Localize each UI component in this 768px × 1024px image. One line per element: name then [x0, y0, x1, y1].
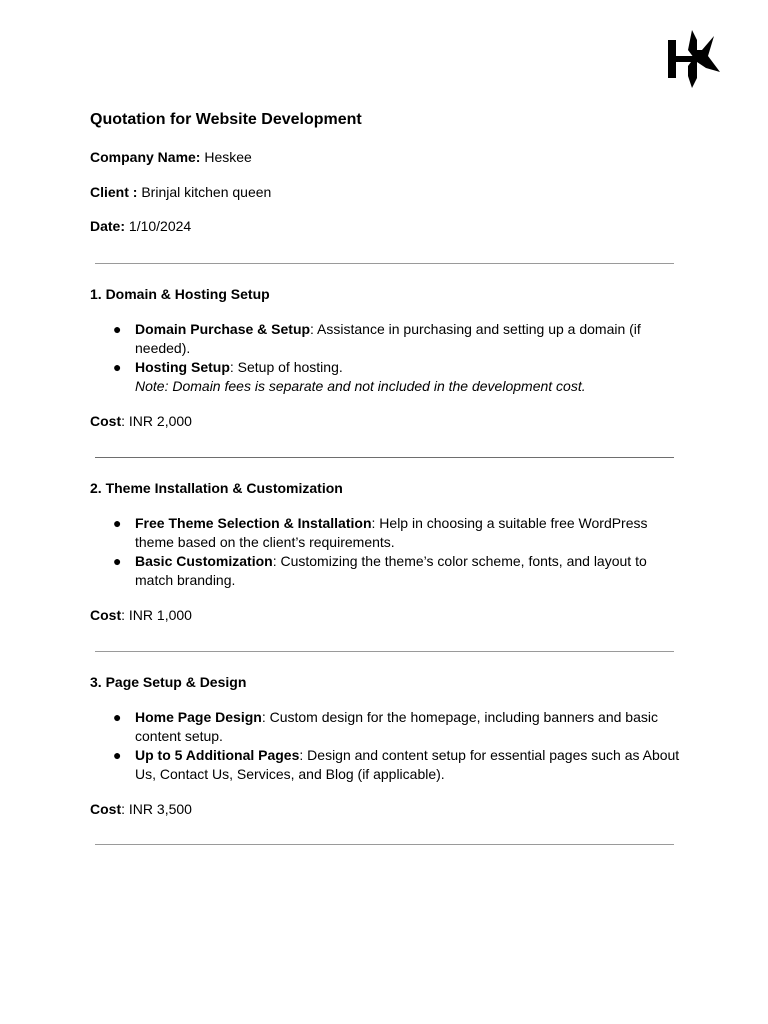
list-item: [90, 358, 680, 396]
divider: [95, 844, 674, 845]
list-item: [90, 708, 680, 746]
client-label: Client :: [90, 184, 138, 200]
item-term: Domain Purchase & Setup: [135, 321, 311, 337]
item-term: Hosting Setup: [135, 359, 230, 375]
bullet-icon: ●: [113, 709, 122, 725]
section-domain-hosting: [90, 285, 680, 430]
cost-value: : INR 1,000: [121, 607, 192, 623]
section-heading: 2. Theme Installation & Customization: [90, 480, 343, 496]
bullet-icon: ●: [113, 553, 122, 569]
company-label: Company Name:: [90, 149, 201, 165]
list-item: [90, 746, 680, 784]
item-desc: : Custom design for the homepage, including banners and basic content setup.: [135, 709, 658, 744]
date-line: [90, 217, 191, 235]
section-page-design: [90, 673, 680, 818]
company-line: [90, 148, 252, 166]
item-desc: : Assistance in purchasing and setting up a domain (if needed).: [135, 321, 641, 356]
client-line: [90, 183, 271, 201]
item-desc: : Help in choosing a suitable free WordPress theme based on the client’s requirements.: [135, 515, 648, 550]
list-item: [90, 552, 680, 590]
section-theme: [90, 479, 680, 624]
bullet-icon: ●: [113, 515, 122, 531]
item-desc: : Customizing the theme’s color scheme, fonts, and layout to match branding.: [135, 553, 647, 588]
cost-line: [90, 800, 680, 818]
item-term: Home Page Design: [135, 709, 262, 725]
section-items: [90, 708, 680, 784]
list-item: [90, 514, 680, 552]
cost-line: [90, 606, 680, 624]
item-term: Up to 5 Additional Pages: [135, 747, 300, 763]
section-items: [90, 514, 680, 590]
section-heading: 1. Domain & Hosting Setup: [90, 286, 270, 302]
item-term: Basic Customization: [135, 553, 273, 569]
bullet-icon: ●: [113, 359, 122, 375]
date-label: Date:: [90, 218, 126, 234]
hk-logo-icon: [664, 26, 722, 90]
page-title: Quotation for Website Development: [90, 111, 362, 128]
client-value: Brinjal kitchen queen: [141, 184, 272, 200]
cost-value: : INR 2,000: [121, 413, 192, 429]
cost-label: Cost: [90, 413, 122, 429]
bullet-icon: ●: [113, 321, 122, 337]
section-items: [90, 320, 680, 396]
item-note: Note: Domain fees is separate and not included in the development cost.: [135, 378, 586, 394]
cost-label: Cost: [90, 801, 122, 817]
cost-value: : INR 3,500: [121, 801, 192, 817]
cost-line: [90, 412, 680, 430]
section-heading: 3. Page Setup & Design: [90, 674, 247, 690]
item-desc: : Setup of hosting.: [229, 359, 343, 375]
bullet-icon: ●: [113, 747, 122, 763]
divider: [95, 457, 674, 458]
list-item: [90, 320, 680, 358]
item-desc: : Design and content setup for essential pages such as About Us, Contact Us, Services, and Blog (if applicable).: [135, 747, 680, 782]
divider: [95, 263, 674, 264]
company-value: Heskee: [204, 149, 252, 165]
divider: [95, 651, 674, 652]
date-value: 1/10/2024: [128, 218, 192, 234]
cost-label: Cost: [90, 607, 122, 623]
item-term: Free Theme Selection & Installation: [135, 515, 372, 531]
